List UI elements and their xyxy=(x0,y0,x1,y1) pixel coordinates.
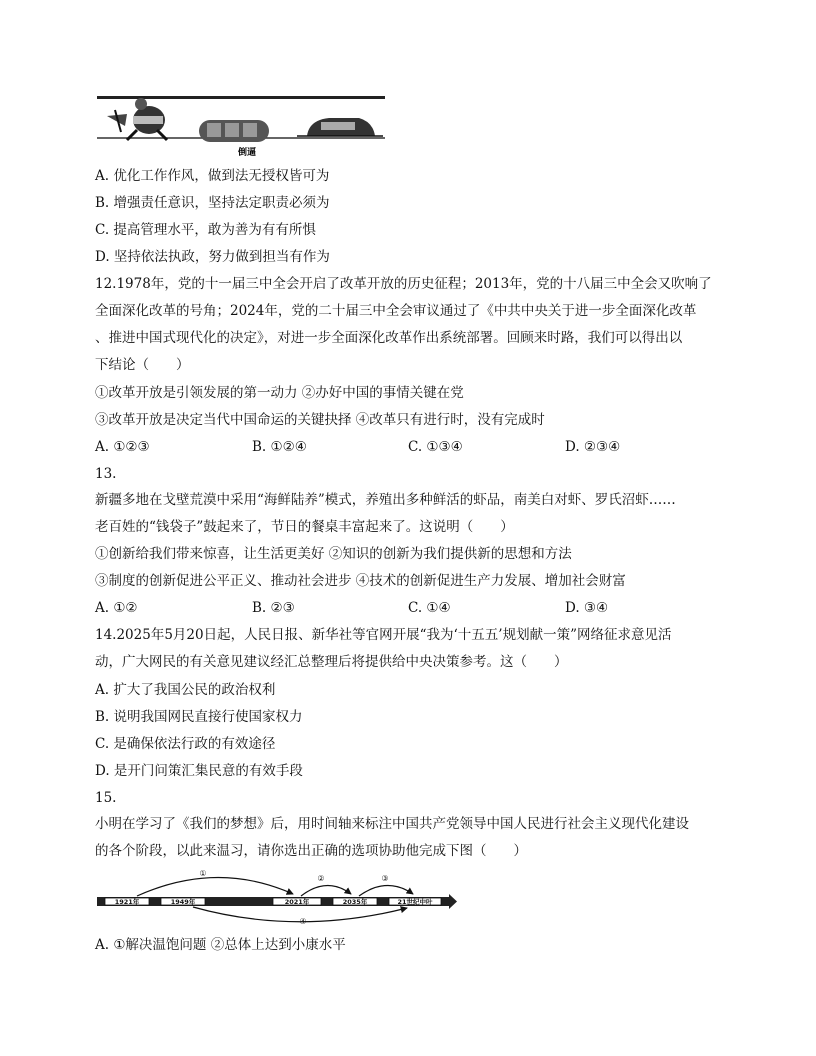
q13-statements-2: ③制度的创新促进公平正义、推动社会进步 ④技术的创新促进生产力发展、增加社会财富 xyxy=(95,573,626,589)
q13-stem-line-2: 老百姓的“钱袋子”鼓起来了，节日的餐桌丰富起来了。这说明（ ） xyxy=(95,519,514,535)
q15-number: 15. xyxy=(95,790,117,806)
roller-icon xyxy=(199,120,269,142)
arc-label-1: ① xyxy=(199,869,207,878)
q11-option-b[interactable]: B. 增强责任意识，坚持法定职责必须为 xyxy=(95,195,330,211)
cartoon-illustration xyxy=(97,96,385,158)
arc-label-2: ② xyxy=(317,874,325,883)
q13-choices xyxy=(95,599,725,617)
q12-stem-line-3: 、推进中国式现代化的决定》，对进一步全面深化改革作出系统部署。回顾来时路，我们可以得出以 xyxy=(95,330,683,346)
q14-option-d[interactable]: D. 是开门问策汇集民意的有效手段 xyxy=(95,763,303,779)
q12-stem-line-1: 12.1978年，党的十一届三中全会开启了改革开放的历史征程；2013年，党的十八届三中全会又吹响了 xyxy=(95,276,712,292)
arc-3 xyxy=(359,885,413,896)
q13-choice-a[interactable]: A. ①② xyxy=(95,600,138,616)
arc-label-3: ③ xyxy=(381,874,389,883)
q14-option-a[interactable]: A. 扩大了我国公民的政治权利 xyxy=(95,682,276,698)
cartoon-caption: 倒逼 xyxy=(237,148,257,158)
q15-stem-line-1: 小明在学习了《我们的梦想》后，用时间轴来标注中国共产党领导中国人民进行社会主义现代化建设 xyxy=(95,816,689,832)
q13-number: 13. xyxy=(95,466,117,482)
arc-label-4: ④ xyxy=(299,917,307,924)
year-label-1949: 1949年 xyxy=(170,898,196,906)
year-label-1921: 1921年 xyxy=(114,898,140,906)
q15-stem-line-2: 的各个阶段，以此来温习，请你选出正确的选项协助他完成下图（ ） xyxy=(95,843,527,859)
q14-stem-line-1: 14.2025年5月20日起，人民日报、新华社等官网开展“我为‘十五五’规划献一策”网络征求意见活 xyxy=(95,627,672,643)
q12-choice-c[interactable]: C. ①③④ xyxy=(408,439,463,455)
q14-stem-line-2: 动，广大网民的有关意见建议经汇总整理后将提供给中央决策参考。这（ ） xyxy=(95,654,568,670)
q12-stem-line-4: 下结论（ ） xyxy=(95,357,190,373)
arc-1 xyxy=(137,877,293,896)
timeline-diagram xyxy=(97,866,457,924)
q13-choice-b[interactable]: B. ②③ xyxy=(252,600,295,616)
q14-option-c[interactable]: C. 是确保依法行政的有效途径 xyxy=(95,736,276,752)
q14-option-b[interactable]: B. 说明我国网民直接行使国家权力 xyxy=(95,709,303,725)
q12-statements-2: ③改革开放是决定当代中国命运的关键抉择 ④改革只有进行时，没有完成时 xyxy=(95,412,545,428)
q13-stem-line-1: 新疆多地在戈壁荒漠中采用“海鲜陆养”模式，养殖出多种鲜活的虾品，南美白对虾、罗氏沼虾…… xyxy=(95,492,676,508)
q13-statements-1: ①创新给我们带来惊喜，让生活更美好 ②知识的创新为我们提供新的思想和方法 xyxy=(95,546,572,562)
q11-option-a[interactable]: A. 优化工作作风，做到法无授权皆可为 xyxy=(95,168,330,184)
q13-choice-d[interactable]: D. ③④ xyxy=(565,600,609,616)
year-label-2021: 2021年 xyxy=(284,898,310,906)
q15-option-a[interactable]: A. ①解决温饱问题 ②总体上达到小康水平 xyxy=(95,937,346,953)
q11-option-d[interactable]: D. 坚持依法执政，努力做到担当有作为 xyxy=(95,249,330,265)
q12-choices xyxy=(95,438,725,456)
q12-choice-a[interactable]: A. ①②③ xyxy=(95,439,150,455)
q12-choice-d[interactable]: D. ②③④ xyxy=(565,439,621,455)
q12-choice-b[interactable]: B. ①②④ xyxy=(252,439,307,455)
year-label-mid-century: 21世纪中叶 xyxy=(397,898,433,906)
running-figure-icon xyxy=(107,98,167,140)
arc-2 xyxy=(301,885,351,896)
q11-option-c[interactable]: C. 提高管理水平，敢为善为有有所惧 xyxy=(95,222,316,238)
year-label-2035: 2035年 xyxy=(342,898,368,906)
q12-statements-1: ①改革开放是引领发展的第一动力 ②办好中国的事情关键在党 xyxy=(95,385,464,401)
q13-choice-c[interactable]: C. ①④ xyxy=(408,600,451,616)
timeline-arrow-icon xyxy=(449,894,457,909)
car-icon xyxy=(297,118,383,136)
q12-stem-line-2: 全面深化改革的号角；2024年，党的二十届三中全会审议通过了《中共中央关于进一步全面深化改革 xyxy=(95,303,697,319)
